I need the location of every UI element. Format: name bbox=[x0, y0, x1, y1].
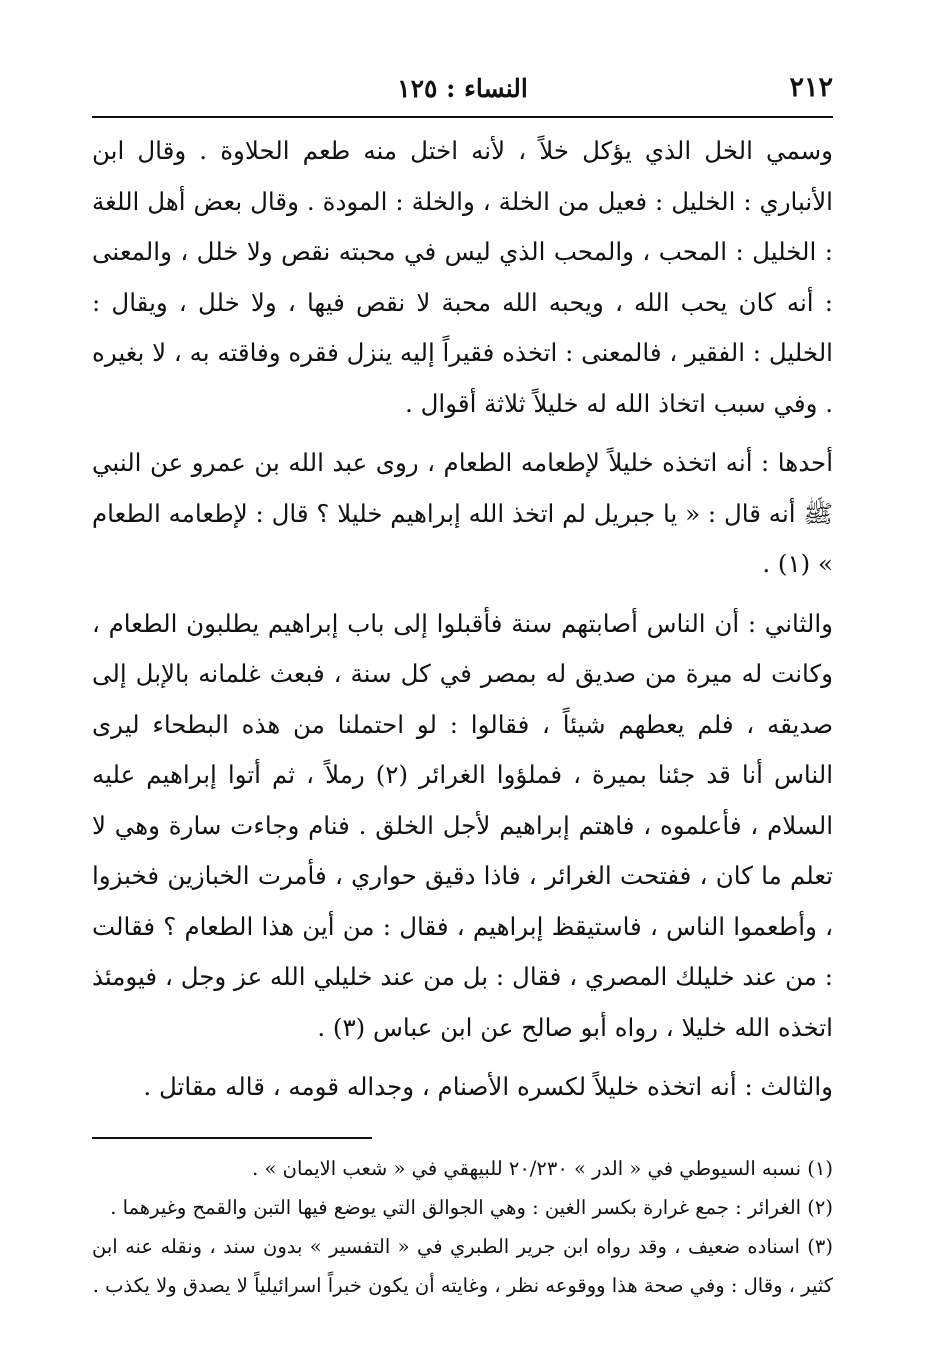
footnote-2: (٢) الغرائر : جمع غرارة بكسر الغين : وهي الجوالق التي يوضع فيها التبن والقمح وغيرهما . bbox=[110, 1195, 833, 1219]
paragraph-intro: وسمي الخل الذي يؤكل خلاً ، لأنه اختل منه طعم الحلاوة . وقال ابن الأنباري : الخليل : فعيل من الخلة ، والخلة : المودة . وقال بعض أهل اللغة : الخليل : المحب ، والمحب الذي ليس في محبته نقص ولا خلل ، والمعنى : أنه كان يحب الله ، ويحبه الله محبة لا نقص فيها ، ولا خلل ، ويقال : الخليل : الفقير ، فالمعنى : اتخذه فقيراً إليه ينزل فقره وفاقته به ، لا بغيره . وفي سبب اتخاذ الله له خليلاً ثلاثة أقوال . bbox=[91, 136, 833, 418]
footnotes bbox=[92, 1149, 833, 1305]
footnote-1: (١) نسبه السيوطي في « الدر » ٢٠/٢٣٠ للبيهقي في « شعب الايمان » . bbox=[252, 1156, 833, 1180]
paragraph-second-reason: والثاني : أن الناس أصابتهم سنة فأقبلوا إلى باب إبراهيم يطلبون الطعام ، وكانت له ميرة من صديق له بمصر في كل سنة ، فبعث غلمانه بالإبل إلى صديقه ، فلم يعطهم شيئاً ، فقالوا : لو احتملنا من هذه البطحاء ليرى الناس أنا قد جئنا بميرة ، فملؤوا الغرائر (٢) رملاً ، ثم أتوا إبراهيم عليه السلام ، فأعلموه ، فاهتم إبراهيم لأجل الخلق . فنام وجاءت سارة وهي لا تعلم ما كان ، ففتحت الغرائر ، فاذا دقيق حواري ، فأمرت الخبازين فخبزوا ، وأطعموا الناس ، فاستيقظ إبراهيم ، فقال : من أين هذا الطعام ؟ فقالت : من عند خليلك المصري ، فقال : بل من عند خليلي الله عز وجل ، فيومئذ اتخذه الله خليلا ، رواه أبو صالح عن ابن عباس (٣) . bbox=[92, 608, 833, 1042]
main-text bbox=[92, 126, 833, 1113]
paragraph-first-reason: أحدها : أنه اتخذه خليلاً لإطعامه الطعام ، روى عبد الله بن عمرو عن النبي ﷺ أنه قال : « يا جبريل لم اتخذ الله إبراهيم خليلا ؟ قال : لإطعامه الطعام » (١) . bbox=[92, 448, 833, 578]
page-header bbox=[92, 70, 833, 118]
page-number: ٢١٢ bbox=[789, 72, 833, 103]
running-title: النساء : ١٢٥ bbox=[397, 74, 528, 103]
footnote-divider bbox=[92, 1137, 372, 1139]
footnote-3: (٣) اسناده ضعيف ، وقد رواه ابن جرير الطبري في « التفسير » بدون سند ، ونقله عنه ابن كثير ، وقال : وفي صحة هذا ووقوعه نظر ، وغايته أن يكون خبراً اسرائيلياً لا يصدق ولا يكذب . bbox=[92, 1234, 833, 1297]
paragraph-third-reason: والثالث : أنه اتخذه خليلاً لكسره الأصنام ، وجداله قومه ، قاله مقاتل . bbox=[143, 1072, 833, 1101]
